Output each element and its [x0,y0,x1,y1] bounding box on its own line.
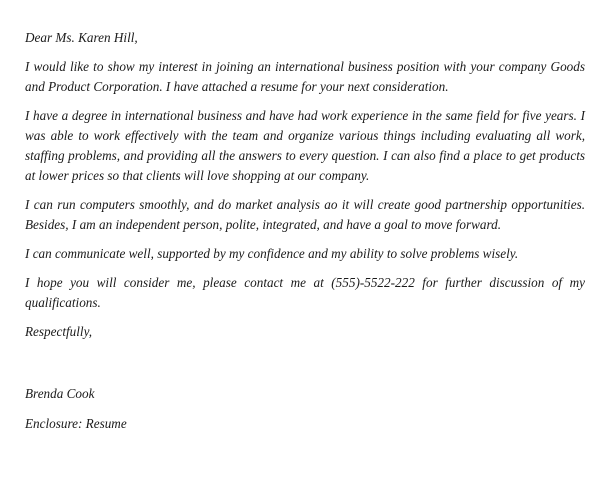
paragraph-skills: I can run computers smoothly, and do market analysis ao it will create good partnership opportunities. Besides, I am an independent person, polite, integrated, and have a goal to move forward. [25,197,585,232]
cover-letter [25,28,585,443]
paragraph-interest: I would like to show my interest in joining an international business position with your company Goods and Product Corporation. I have attached a resume for your next consideration. [25,59,585,94]
paragraph-communication: I can communicate well, supported by my confidence and my ability to solve problems wisely. [25,246,519,261]
closing: Respectfully, [25,324,93,339]
enclosure-note: Enclosure: Resume [25,416,127,431]
paragraph-contact: I hope you will consider me, please contact me at (555)-5522-222 for further discussion of my qualifications. [25,275,585,310]
salutation: Dear Ms. Karen Hill, [25,30,138,45]
signature-name: Brenda Cook [25,386,95,401]
paragraph-experience: I have a degree in international business and have had work experience in the same field for five years. I was able to work effectively with the team and organize various things including evaluating all work, staffing problems, and providing all the answers to every question. I can also find a place to get products at lower prices so that clients will love shopping at our company. [25,108,585,183]
